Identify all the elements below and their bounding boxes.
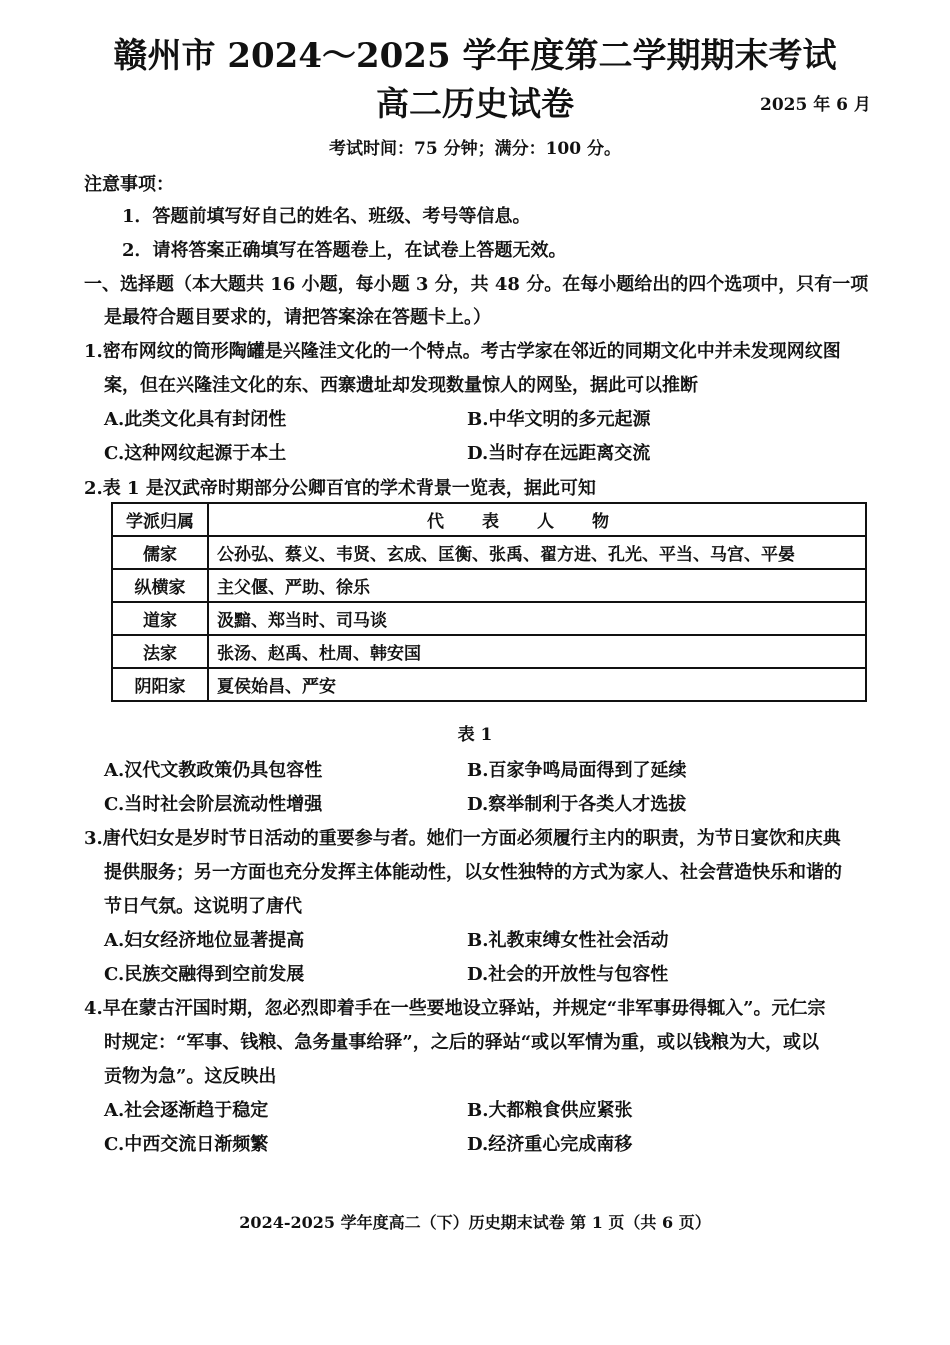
table-caption: 表 1 [457,725,493,745]
table-cell-school: 儒家 [112,536,208,569]
table-cell-figures: 张汤、赵禹、杜周、韩安国 [208,635,866,668]
scholar-table [111,502,867,702]
question-1-option-b: B.中华文明的多元起源 [467,409,651,430]
question-4-stem-cont: 时规定：“军事、钱粮、急务量事给驿”，之后的驿站“或以军情为重，或以钱粮为大，或以 [104,1032,820,1053]
question-3-option-b: B.礼教束缚女性社会活动 [467,930,669,951]
question-1-option-c: C.这种网纹起源于本土 [104,443,287,464]
section-heading: 一、选择题（本大题共 16 小题，每小题 3 分，共 48 分。在每小题给出的四个选项中，只有一项 [84,274,869,295]
exam-title: 赣州市 2024～2025 学年度第二学期期末考试 [113,36,837,76]
question-3-stem-cont: 提供服务；另一方面也充分发挥主体能动性，以女性独特的方式为家人、社会营造快乐和谐的 [104,862,842,883]
notice-item: 2．请将答案正确填写在答题卷上，在试卷上答题无效。 [122,240,567,261]
question-2-option-d: D.察举制利于各类人才选拔 [467,794,687,815]
table-row [112,536,866,569]
question-4-stem: 4.早在蒙古汗国时期，忽必烈即着手在一些要地设立驿站，并规定“非军事毋得辄入”。元仁宗 [84,998,826,1019]
question-3-stem-cont: 节日气氛。这说明了唐代 [104,896,302,917]
table-cell-figures: 汲黯、郑当时、司马谈 [208,602,866,635]
question-4-option-b: B.大都粮食供应紧张 [467,1100,633,1121]
table-cell-school: 纵横家 [112,569,208,602]
question-2-option-a: A.汉代文教政策仍具包容性 [104,760,323,781]
table-cell-school: 阴阳家 [112,668,208,701]
exam-subtitle: 高二历史试卷 [376,84,574,123]
table-cell-figures: 主父偃、严助、徐乐 [208,569,866,602]
table-cell-figures: 公孙弘、蔡义、韦贤、玄成、匡衡、张禹、翟方进、孔光、平当、马宫、平晏 [208,536,866,569]
question-3-option-d: D.社会的开放性与包容性 [467,964,669,985]
section-heading-cont: 是最符合题目要求的，请把答案涂在答题卡上。） [104,307,491,328]
question-3-option-a: A.妇女经济地位显著提高 [104,930,305,951]
table-row [112,635,866,668]
table-row [112,569,866,602]
table-cell-figures: 夏侯始昌、严安 [208,668,866,701]
question-4-option-a: A.社会逐渐趋于稳定 [104,1100,269,1121]
notice-title: 注意事项： [84,174,174,195]
question-1-option-d: D.当时存在远距离交流 [467,443,651,464]
question-1-stem: 1.密布网纹的筒形陶罐是兴隆洼文化的一个特点。考古学家在邻近的同期文化中并未发现网纹图 [84,341,841,362]
question-1-option-a: A.此类文化具有封闭性 [104,409,287,430]
page-footer: 2024-2025 学年度高二（下）历史期末试卷 第 1 页（共 6 页） [239,1213,711,1232]
table-cell-school: 法家 [112,635,208,668]
question-4-option-c: C.中西交流日渐频繁 [104,1134,269,1155]
question-3-stem: 3.唐代妇女是岁时节日活动的重要参与者。她们一方面必须履行主内的职责，为节日宴饮和庆典 [84,828,841,849]
notice-item: 1．答题前填写好自己的姓名、班级、考号等信息。 [122,206,531,227]
table-header-school: 学派归属 [112,503,208,536]
exam-date: 2025 年 6 月 [760,95,871,115]
table-header-row [112,503,866,536]
question-2-option-c: C.当时社会阶层流动性增强 [104,794,323,815]
question-4-option-d: D.经济重心完成南移 [467,1134,633,1155]
question-2-option-b: B.百家争鸣局面得到了延续 [467,760,687,781]
table-header-figures: 代表人物 [208,503,866,536]
table-row [112,668,866,701]
question-1-stem-cont: 案，但在兴隆洼文化的东、西寨遗址却发现数量惊人的网坠，据此可以推断 [104,375,698,396]
table-row [112,602,866,635]
question-3-option-c: C.民族交融得到空前发展 [104,964,305,985]
table-cell-school: 道家 [112,602,208,635]
question-2-stem: 2.表 1 是汉武帝时期部分公卿百官的学术背景一览表，据此可知 [84,478,596,499]
question-4-stem-cont: 贡物为急”。这反映出 [104,1066,277,1087]
exam-duration-score: 考试时间：75 分钟；满分：100 分。 [329,139,621,159]
